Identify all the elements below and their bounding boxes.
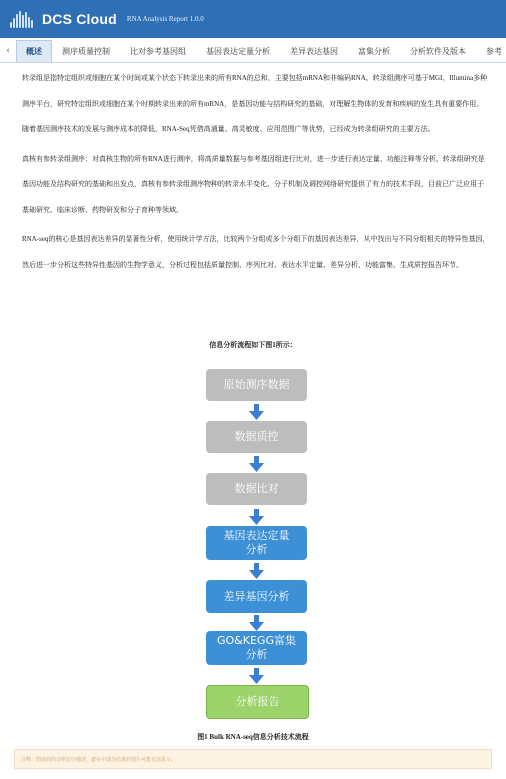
tab-references[interactable]: 参考 xyxy=(486,47,502,56)
flow-step-alignment: 数据比对 xyxy=(206,473,307,505)
logo-icon xyxy=(10,10,36,28)
flow-step-raw-data: 原始测序数据 xyxy=(206,369,307,401)
flow-step-differential: 差异基因分析 xyxy=(206,580,307,613)
arrow-down-icon xyxy=(249,668,264,684)
flow-step-report: 分析报告 xyxy=(206,685,309,719)
chevron-left-icon[interactable]: ‹ xyxy=(6,46,10,56)
app-header xyxy=(0,0,506,38)
flow-step-expression: 基因表达定量分析 xyxy=(206,526,307,560)
report-subtitle: RNA Analysis Report 1.0.0 xyxy=(126,15,204,23)
tab-alignment[interactable]: 比对参考基因组 xyxy=(130,47,186,56)
arrow-down-icon xyxy=(249,563,264,579)
footer-note: 注释：图放的的分组比中描述，就在中部分结果的图片可能无法显示。 xyxy=(14,749,492,769)
arrow-down-icon xyxy=(249,456,264,472)
tab-quality-control[interactable]: 测序质量控制 xyxy=(62,47,110,56)
tab-bar xyxy=(0,40,506,63)
flow-title: 信息分析流程如下图1所示： xyxy=(209,341,297,349)
tab-enrichment[interactable]: 富集分析 xyxy=(358,47,390,56)
paragraph-rnaseq: RNA-seq的核心是基因表达差异的显著性分析，使用统计学方法，比较两个分组或多个分组下的基因表达差异，从中找出与不同分组相关的特异性基因，然后进一步分析这些特异性基因的生物学意义，分析过程包括质量控制、序列比对、表达水平定量、差异分析、功能富集、生成质控报告环节。 xyxy=(22,235,490,269)
tab-overview[interactable]: 概述 xyxy=(16,40,52,62)
arrow-down-icon xyxy=(249,615,264,631)
tab-differential[interactable]: 差异表达基因 xyxy=(290,47,338,56)
flow-step-qc: 数据质控 xyxy=(206,421,307,453)
paragraph-intro: 转录组是指特定组织或细胞在某个时间或某个状态下转录出来的所有RNA的总和，主要包括mRNA和非编码RNA。转录组测序可基于MGI、Illumina多种测序平台，研究特定组织或细胞在某个时期转录出来的所有mRNA，是基因功能与结构研究的基础，对理解生物体的发育和疾病的发生具有重要作用。随着基因测序技术的发展与测序成本的降低，RNA-Seq凭借高通量、高灵敏度、应用范围广等优势，已经成为转录组研究的主要方法。 xyxy=(22,74,488,133)
paragraph-eukaryote: 真核有参转录组测序：对真核生物的所有RNA进行测序，将高质量数据与参考基因组进行比对，进一步进行表达定量、功能注释等分析。转录组研究是基因功能及结构研究的基础和出发点，真核有参转录组测序物种的转录水平变化、分子机制及调控网络研究提供了有力的技术手段，目前已广泛应用于基础研究、临床诊断、药物研发和分子育种等领域。 xyxy=(22,154,485,214)
arrow-down-icon xyxy=(249,509,264,525)
tab-software[interactable]: 分析软件及版本 xyxy=(410,47,466,56)
overview-content xyxy=(22,66,490,278)
figure-caption: 图1 Bulk RNA-seq信息分析技术流程 xyxy=(197,733,309,741)
tab-list xyxy=(16,40,506,62)
tab-expression[interactable]: 基因表达定量分析 xyxy=(206,47,270,56)
brand-name: DCS Cloud xyxy=(42,11,117,27)
arrow-down-icon xyxy=(249,404,264,420)
flow-step-enrichment: GO&KEGG富集分析 xyxy=(206,631,307,665)
